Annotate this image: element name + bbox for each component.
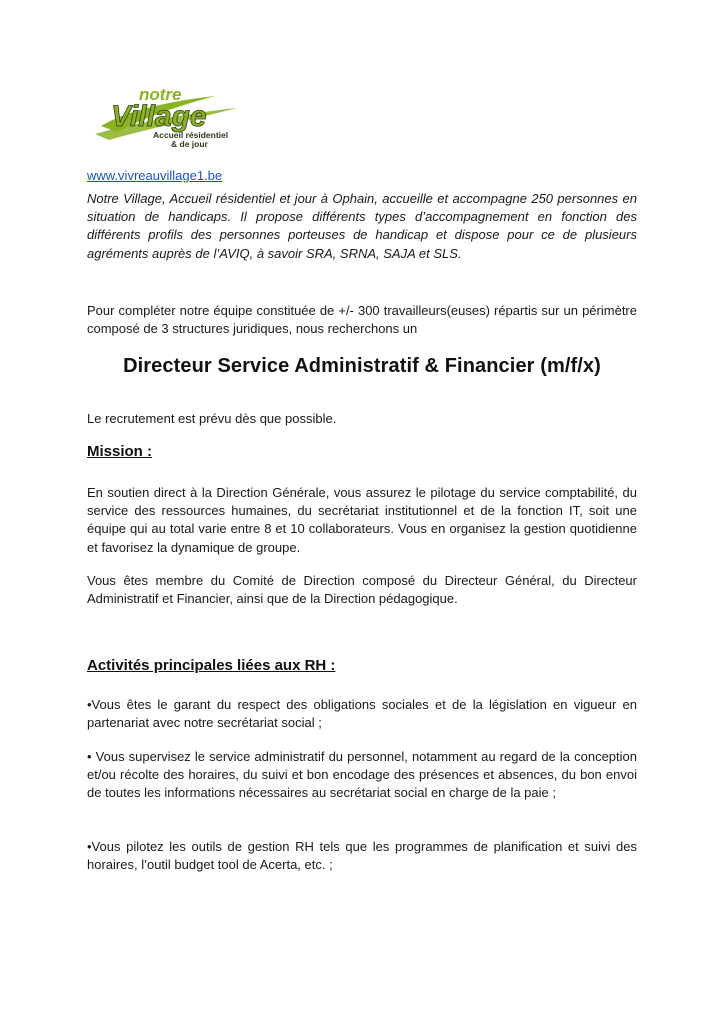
rh-item-3: •Vous pilotez les outils de gestion RH tels que les programmes de planification et suivi des horaires, l’outil budget tool de Acerta, etc. ; — [87, 839, 637, 873]
rh-heading: Activités principales liées aux RH : — [87, 657, 336, 674]
logo-subtitle-2: & de jour — [171, 139, 208, 149]
mission-paragraph-2: Vous êtes membre du Comité de Direction composé du Directeur Général, du Directeur Administratif et Financier, ainsi que de la Direction pédagogique. — [87, 573, 637, 607]
logo-notre: notre — [139, 85, 182, 104]
recruitment-text: Le recrutement est prévu dès que possible. — [87, 411, 337, 426]
mission-heading: Mission : — [87, 443, 153, 460]
rh-item-1: •Vous êtes le garant du respect des obligations sociales et de la législation en vigueur en partenariat avec notre secrétariat social ; — [87, 697, 637, 731]
team-paragraph: Pour compléter notre équipe constituée de +/- 300 travailleurs(euses) répartis sur un périmètre composé de 3 structures juridiques, nous recherchons un — [87, 303, 637, 337]
logo — [87, 82, 247, 150]
job-title: Directeur Service Administratif & Financier (m/f/x) — [123, 355, 601, 377]
rh-item-2: • Vous supervisez le service administratif du personnel, notamment au regard de la conception et/ou récolte des horaires, du suivi et bon encodage des présences et absences, du bon envoi de toutes les informations nécessaires au secrétariat social en charge de la paie ; — [87, 749, 637, 801]
website-link[interactable]: www.vivreauvillage1.be — [87, 168, 223, 183]
logo-village: Village — [111, 100, 207, 133]
intro-paragraph: Notre Village, Accueil résidentiel et jour à Ophain, accueille et accompagne 250 personnes en situation de handicaps. Il propose différents types d’accompagnement en fonction des différents profils des personnes porteuses de handicap et dispose pour ce de plusieurs agréments auprès de l’AVIQ, à savoir SRA, SRNA, SAJA et SLS. — [87, 191, 637, 261]
logo-subtitle: Accueil résidentiel — [153, 130, 229, 140]
mission-paragraph-1: En soutien direct à la Direction Générale, vous assurez le pilotage du service comptabilité, du service des ressources humaines, du secrétariat institutionnel et de la fonction IT, soit une équipe qui au total varie entre 8 et 10 collaborateurs. Vous en organisez la gestion quotidienne et favorisez la dynamique de groupe. — [87, 485, 637, 555]
